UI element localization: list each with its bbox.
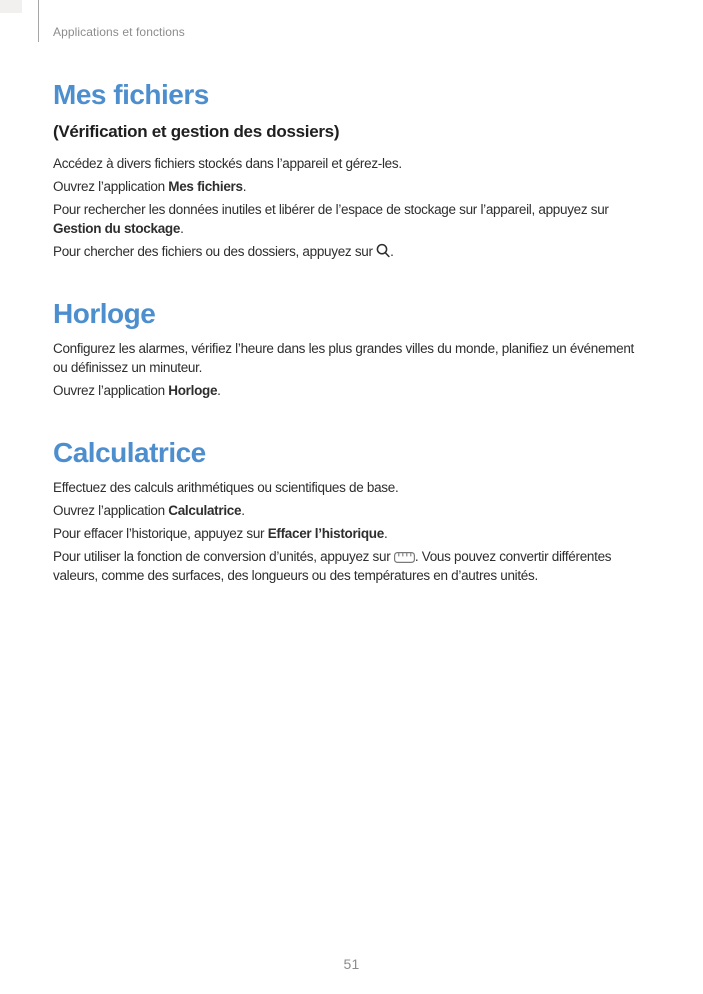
paragraph bbox=[53, 154, 649, 173]
paragraph bbox=[53, 200, 649, 238]
paragraph bbox=[53, 177, 649, 196]
text: . bbox=[383, 526, 388, 541]
paragraph bbox=[53, 381, 649, 400]
page-number: 51 bbox=[343, 956, 360, 972]
text: Ouvrez l’application bbox=[53, 179, 169, 194]
chapter-title: Applications et fonctions bbox=[53, 25, 185, 39]
page-edge-artifact bbox=[0, 0, 22, 13]
bold-text: Calculatrice bbox=[168, 503, 242, 518]
text: Ouvrez l’application bbox=[53, 503, 169, 518]
text: Pour effacer l’historique, appuyez sur bbox=[53, 526, 268, 541]
text: . bbox=[180, 221, 184, 236]
section-title-calculatrice: Calculatrice bbox=[53, 437, 206, 468]
text: Pour utiliser la fonction de conversion d’unités, appuyez sur bbox=[53, 549, 394, 564]
ruler-icon bbox=[394, 552, 415, 563]
paragraph bbox=[53, 242, 649, 261]
section-mes-fichiers bbox=[53, 78, 649, 261]
text: . bbox=[217, 383, 221, 398]
paragraph bbox=[53, 547, 649, 585]
header-rule bbox=[38, 0, 39, 42]
paragraph bbox=[53, 339, 649, 377]
section-calculatrice bbox=[53, 436, 649, 585]
paragraph bbox=[53, 501, 649, 520]
text: . bbox=[241, 503, 245, 518]
text: . Vous pouvez convertir différentes valeurs, comme des surfaces, des longueurs ou des températures en d’autres unités. bbox=[53, 549, 612, 583]
text: . bbox=[242, 179, 247, 194]
paragraph bbox=[53, 478, 649, 497]
section-subtitle-mes-fichiers: (Vérification et gestion des dossiers) bbox=[53, 122, 340, 141]
text: Effectuez des calculs arithmétiques ou scientifiques de base. bbox=[53, 480, 399, 495]
bold-text: Gestion du stockage bbox=[53, 221, 181, 236]
section-horloge bbox=[53, 297, 649, 400]
text: Pour rechercher les données inutiles et libérer de l’espace de stockage sur l’appareil, appuyez sur bbox=[53, 202, 609, 217]
text: Ouvrez l’application bbox=[53, 383, 169, 398]
bold-text: Mes fichiers bbox=[168, 179, 243, 194]
search-icon bbox=[376, 243, 390, 258]
text: Accédez à divers fichiers stockés dans l’appareil et gérez-les. bbox=[53, 156, 402, 171]
section-title-mes-fichiers: Mes fichiers bbox=[53, 79, 209, 110]
text: . bbox=[390, 244, 394, 259]
text: Configurez les alarmes, vérifiez l’heure dans les plus grandes villes du monde, planifiez un événement ou définissez un minuteur. bbox=[53, 341, 634, 375]
section-title-horloge: Horloge bbox=[53, 298, 156, 329]
bold-text: Horloge bbox=[168, 383, 218, 398]
manual-content bbox=[53, 0, 649, 585]
paragraph bbox=[53, 524, 649, 543]
bold-text: Effacer l’historique bbox=[267, 526, 384, 541]
text: Pour chercher des fichiers ou des dossiers, appuyez sur bbox=[53, 244, 377, 259]
